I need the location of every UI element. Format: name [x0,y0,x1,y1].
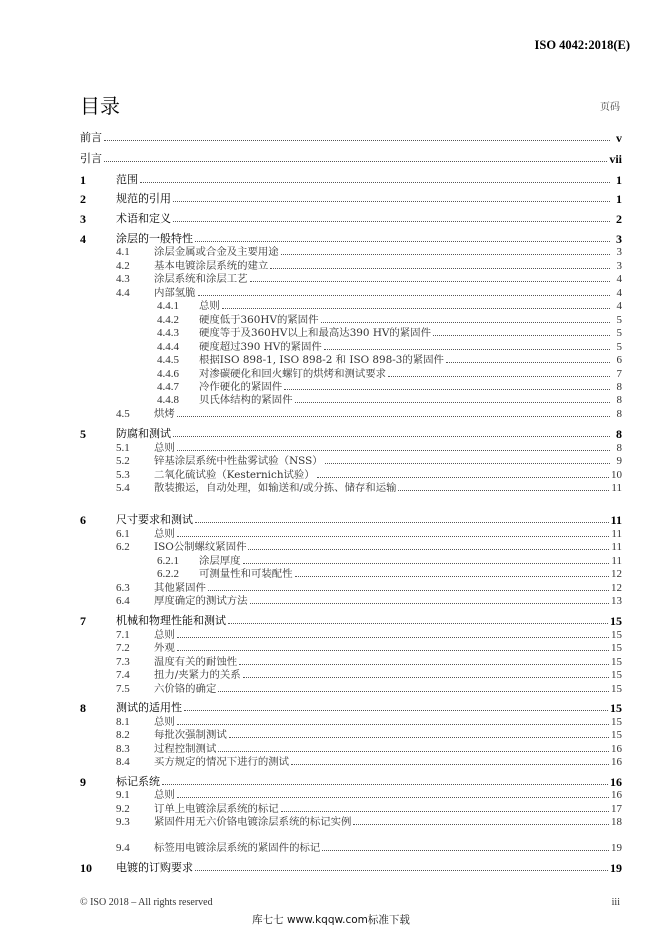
toc-entry-number: 8.3 [116,743,130,755]
toc-entry-number: 4.4.4 [157,341,179,353]
toc-entry[interactable] [116,640,622,654]
toc-entry-number: 10 [80,861,92,875]
toc-entry-page: 3 [616,232,622,246]
toc-entry[interactable] [80,512,622,526]
toc-entry-page: 6 [616,354,622,366]
toc-entry-label: 外观 [154,642,175,654]
toc-entry-label: 防腐和测试 [116,427,171,440]
toc-entry[interactable] [80,774,622,788]
toc-entry-number: 9.1 [116,789,130,801]
dot-leader [173,435,610,437]
dot-leader [195,521,609,523]
toc-entry-page: 1 [616,192,622,206]
toc-entry-label: 烘烤 [154,408,175,420]
toc-entry-number: 5.4 [116,482,130,494]
toc-entry-number: 9.2 [116,803,130,815]
dot-leader [177,723,609,725]
toc-entry-number: 7 [80,614,86,628]
toc-entry[interactable] [80,191,622,205]
toc-entry-number: 8.2 [116,729,130,741]
toc-entry-label: 尺寸要求和测试 [116,513,193,526]
toc-entry[interactable] [80,211,622,225]
toc-entry-page: 18 [611,816,622,828]
toc-entry-label: 可测量性和可装配性 [199,568,293,580]
toc-entry-page: 4 [616,287,622,299]
toc-entry[interactable] [116,271,622,285]
toc-entry-page: 8 [616,442,622,454]
toc-entry[interactable] [116,714,622,728]
toc-entry-number: 4.4.8 [157,394,179,406]
toc-entry-label: 总则 [199,300,220,312]
toc-entry[interactable] [116,244,622,258]
dot-leader [281,253,610,255]
toc-entry-number: 4.3 [116,273,130,285]
toc-entry-number: 4.4 [116,287,130,299]
toc-entry[interactable] [116,627,622,641]
toc-entry-page: 11 [611,541,622,553]
toc-entry-page: 11 [611,482,622,494]
toc-entry-label: 温度有关的耐蚀性 [154,656,238,668]
toc-entry-number: 8.4 [116,756,130,768]
toc-entry-page: 5 [616,327,622,339]
toc-entry-page: 2 [616,212,622,226]
toc-entry-page: 8 [616,427,622,441]
toc-entry[interactable] [80,700,622,714]
toc-entry-number: 4 [80,232,86,246]
toc-entry-label: 涂层厚度 [199,555,241,567]
dot-leader [248,548,609,550]
toc-entry-number: 6.3 [116,582,130,594]
toc-entry-label: 厚度确定的测试方法 [154,595,248,607]
page-number: iii [611,897,620,908]
toc-entry-number: 4.5 [116,408,130,420]
toc-entry[interactable] [157,366,622,380]
dot-leader [177,415,610,417]
toc-entry-number: 4.4.6 [157,368,179,380]
toc-entry-number: 7.4 [116,669,130,681]
toc-entry-label: ISO公制螺纹紧固件 [154,541,247,553]
toc-entry-page: 11 [610,513,622,527]
toc-entry-label: 电镀的订购要求 [116,861,193,874]
toc-entry-label: 涂层的一般特性 [116,232,193,245]
toc-entry-number: 6.1 [116,528,130,540]
toc-entry-number: 7.3 [116,656,130,668]
toc-entry-page: 8 [616,381,622,393]
toc-entry-number: 5 [80,427,86,441]
toc-entry-number: 6.2.1 [157,555,179,567]
toc-entry[interactable] [116,593,622,607]
toc-entry-label: 锌基涂层系统中性盐雾试验（NSS） [154,455,323,467]
dot-leader [398,489,609,491]
toc-entry-label: 散装搬运，自动处理，如输送和/或分拣、储存和运输 [154,482,397,494]
toc-entry[interactable] [80,172,622,186]
toc-entry-number: 4.4.1 [157,300,179,312]
toc-entry-number: 2 [80,192,86,206]
dot-leader [222,307,610,309]
toc-entry[interactable] [80,426,622,440]
toc-entry-page: 5 [616,341,622,353]
toc-entry-label: 硬度低于360HV的紧固件 [199,314,319,326]
dot-leader [229,736,609,738]
toc-entry-label: 冷作硬化的紧固件 [199,381,283,393]
toc-entry-label: 六价铬的确定 [154,683,217,695]
toc-entry-label: 规范的引用 [116,192,171,205]
toc-entry[interactable] [116,480,622,494]
dot-leader [177,636,609,638]
toc-entry-label: 总则 [154,442,175,454]
toc-entry-label: 扭力/夹紧力的关系 [154,669,241,681]
toc-entry-label: 标记系统 [116,775,160,788]
toc-entry[interactable] [116,681,622,695]
dot-leader [218,690,609,692]
dot-leader [295,401,610,403]
toc-entry[interactable] [116,787,622,801]
toc-entry-page: 11 [611,555,622,567]
dot-leader [239,663,609,665]
toc-entry-number: 9.3 [116,816,130,828]
toc-entry[interactable] [116,814,622,828]
toc-entry[interactable] [157,566,622,580]
dot-leader [198,294,610,296]
dot-leader [446,361,610,363]
toc-entry-number: 5.2 [116,455,130,467]
toc-entry-page: 15 [611,716,622,728]
toc-entry-page: 13 [611,595,622,607]
toc-entry-page: 12 [611,568,622,580]
toc-entry-page: 16 [611,743,622,755]
toc-entry[interactable] [80,231,622,245]
dot-leader [353,823,609,825]
toc-entry-page: 5 [616,314,622,326]
toc-entry[interactable] [116,801,622,815]
toc-entry-number: 4.4.7 [157,381,179,393]
toc-entry[interactable] [116,258,622,272]
toc-entry-page: 19 [610,861,622,875]
toc-entry-label: 基本电镀涂层系统的建立 [154,260,269,272]
dot-leader [162,783,608,785]
toc-entry[interactable] [116,406,622,420]
toc-entry-page: 15 [611,642,622,654]
toc-entry-page: 11 [611,528,622,540]
toc-entry-label: 内部氢脆 [154,287,196,299]
toc-entry-page: 17 [611,803,622,815]
toc-entry-page: 15 [610,614,622,628]
dot-leader [250,602,609,604]
toc-entry-number: 5.1 [116,442,130,454]
toc-entry-page: 15 [610,701,622,715]
toc-entry-number: 4.4.3 [157,327,179,339]
toc-entry-label: 根据ISO 898-1, ISO 898-2 和 ISO 898-3的紧固件 [199,354,444,366]
dot-leader [140,181,610,183]
page-column-label: 页码 [600,102,620,113]
toc-entry-label: 总则 [154,789,175,801]
toc-entry-page: 7 [616,368,622,380]
toc-entry[interactable] [157,325,622,339]
dot-leader [284,388,610,390]
dot-leader [104,139,610,141]
toc-entry-label: 二氧化硫试验（Kesternich试验） [154,469,315,481]
toc-entry-label: 涂层金属或合金及主要用途 [154,246,279,258]
toc-entry-number: 6 [80,513,86,527]
toc-entry-number: 6.4 [116,595,130,607]
toc-entry-number: 4.1 [116,246,130,258]
toc-entry[interactable] [116,654,622,668]
toc-entry-page: 8 [616,394,622,406]
toc-title: 目录 [80,94,120,118]
dot-leader [325,462,610,464]
toc-entry-label: 硬度等于及360HV以上和最高达390 HV的紧固件 [199,327,431,339]
toc-entry-label: 贝氏体结构的紧固件 [199,394,293,406]
toc-entry-page: 16 [611,789,622,801]
toc-entry-number: 8 [80,701,86,715]
toc-entry[interactable] [157,352,622,366]
toc-entry-page: 10 [611,469,622,481]
toc-entry[interactable] [116,453,622,467]
dot-leader [243,562,610,564]
toc-entry[interactable] [116,440,622,454]
toc-entry-label: 每批次强制测试 [154,729,227,741]
toc-entry-number: 7.2 [116,642,130,654]
toc-entry[interactable] [157,379,622,393]
toc-entry[interactable] [116,741,622,755]
dot-leader [195,240,610,242]
toc-entry[interactable] [116,467,622,481]
dot-leader [104,160,607,162]
toc-entry[interactable] [157,298,622,312]
toc-entry-label: 订单上电镀涂层系统的标记 [154,803,279,815]
toc-entry-page: 15 [611,656,622,668]
toc-entry-number: 3 [80,212,86,226]
dot-leader [177,649,609,651]
toc-entry-page: 12 [611,582,622,594]
toc-entry-number: 4.4.5 [157,354,179,366]
toc-entry-page: 9 [616,455,622,467]
dot-leader [295,575,609,577]
toc-entry-number: 4.2 [116,260,130,272]
dot-leader [173,220,610,222]
toc-entry-label: 标签用电镀涂层系统的紧固件的标记 [154,842,321,854]
dot-leader [321,321,610,323]
toc-entry[interactable] [116,580,622,594]
dot-leader [218,750,609,752]
toc-entry[interactable] [157,392,622,406]
toc-entry[interactable] [157,339,622,353]
toc-entry-number: 5.3 [116,469,130,481]
toc-entry-page: 4 [616,300,622,312]
toc-entry-number: 6.2 [116,541,130,553]
toc-entry-label: 其他紧固件 [154,582,206,594]
standard-number: ISO 4042:2018(E) [534,38,630,52]
dot-leader [250,280,610,282]
toc-entry-page: 15 [611,683,622,695]
toc-entry-label: 紧固件用无六价铬电镀涂层系统的标记实例 [154,816,352,828]
toc-entry-label: 机械和物理性能和测试 [116,614,226,627]
toc-entry[interactable] [116,667,622,681]
toc-entry-label: 范围 [116,173,138,186]
dot-leader [177,535,610,537]
dot-leader [324,348,610,350]
toc-entry-label: 硬度超过390 HV的紧固件 [199,341,322,353]
toc-entry-page: 19 [611,842,622,854]
dot-leader [243,676,609,678]
toc-entry-page: 16 [611,756,622,768]
toc-entry-page: 4 [616,273,622,285]
toc-entry-label: 测试的适用性 [116,701,182,714]
toc-entry-label: 总则 [154,629,175,641]
dot-leader [184,709,608,711]
dot-leader [322,849,609,851]
toc-entry[interactable] [116,285,622,299]
toc-entry[interactable] [157,312,622,326]
toc-entry-label: 总则 [154,716,175,728]
toc-entry-page: 8 [616,408,622,420]
toc-entry[interactable] [80,151,622,165]
dot-leader [173,200,610,202]
toc-entry[interactable] [116,526,622,540]
toc-entry-label: 对渗碳硬化和回火螺钉的烘烤和测试要求 [199,368,387,380]
dot-leader [291,763,609,765]
toc-entry-number: 6.2.2 [157,568,179,580]
dot-leader [317,476,609,478]
dot-leader [388,375,610,377]
toc-entry-number: 4.4.2 [157,314,179,326]
copyright-notice: © ISO 2018 – All rights reserved [80,897,213,908]
toc-entry-page: 1 [616,173,622,187]
dot-leader [228,622,608,624]
toc-entry[interactable] [116,840,622,854]
dot-leader [177,449,610,451]
toc-entry-label: 过程控制测试 [154,743,217,755]
toc-entry-label: 总则 [154,528,175,540]
toc-entry-label: 前言 [80,131,102,144]
toc-entry[interactable] [116,539,622,553]
toc-entry-number: 1 [80,173,86,187]
toc-entry-page: 15 [611,629,622,641]
dot-leader [433,334,610,336]
toc-entry-number: 9.4 [116,842,130,854]
toc-entry[interactable] [80,860,622,874]
toc-entry-number: 7.1 [116,629,130,641]
toc-entry-label: 买方规定的情况下进行的测试 [154,756,290,768]
toc-entry-label: 引言 [80,152,102,165]
dot-leader [177,796,609,798]
toc-entry-page: v [616,131,622,145]
toc-entry-number: 7.5 [116,683,130,695]
toc-entry-page: 3 [616,260,622,272]
dot-leader [208,589,609,591]
toc-entry-page: 15 [611,669,622,681]
toc-entry[interactable] [116,727,622,741]
toc-entry-page: 16 [610,775,622,789]
toc-entry[interactable] [80,613,622,627]
dot-leader [281,810,609,812]
toc-entry-number: 8.1 [116,716,130,728]
toc-entry-page: 3 [616,246,622,258]
dot-leader [270,267,610,269]
toc-entry-page: 15 [611,729,622,741]
download-watermark: 库七七 www.kqqw.com标准下载 [252,914,410,926]
dot-leader [195,869,608,871]
toc-entry-label: 术语和定义 [116,212,171,225]
toc-entry-page: vii [609,152,622,166]
toc-entry-number: 9 [80,775,86,789]
toc-entry[interactable] [116,754,622,768]
toc-entry[interactable] [157,553,622,567]
toc-entry-label: 涂层系统和涂层工艺 [154,273,248,285]
toc-entry[interactable] [80,130,622,144]
